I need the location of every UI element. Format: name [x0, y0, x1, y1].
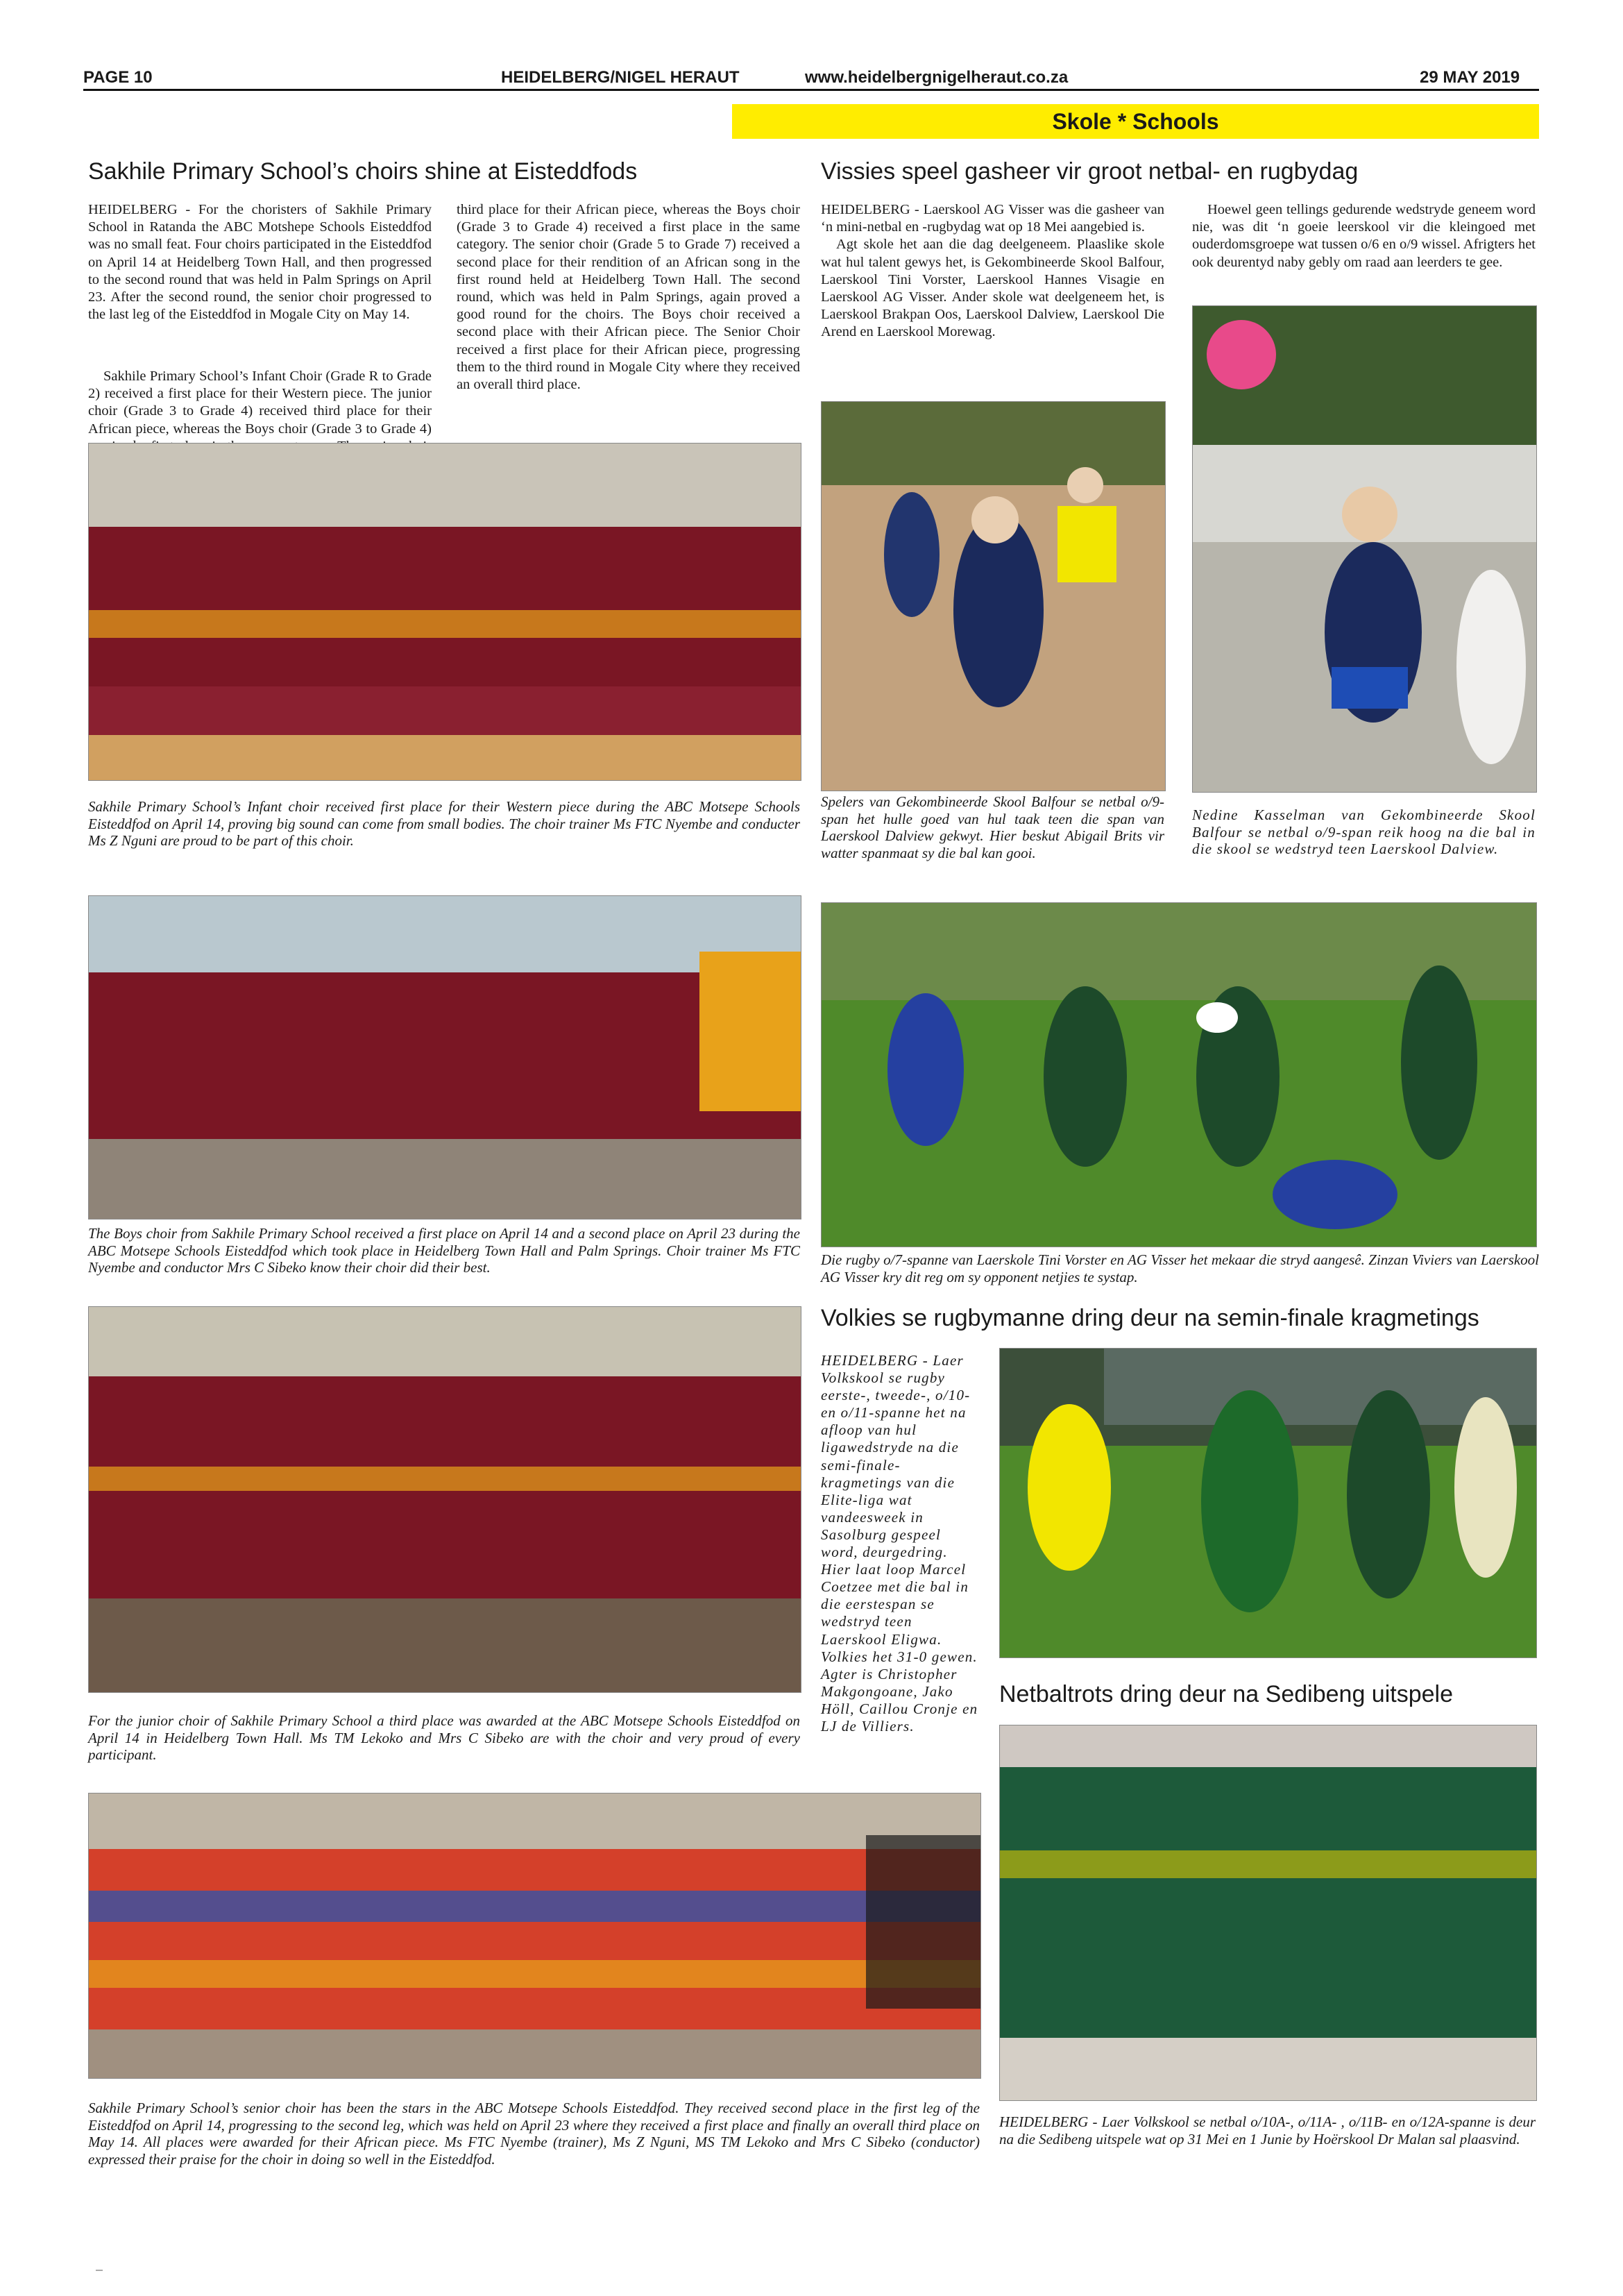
- photo-infant-choir: [88, 443, 801, 781]
- caption-boys-choir: The Boys choir from Sakhile Primary School received a first place on April 14 and a second place on April 23 during the ABC Motsepe Schools Eisteddfod which took place in Heidelberg Town Hall and Palm Springs. Choir trainer Ms FTC Nyembe and conductor Mrs C Sibeko know their choir did their best.: [88, 1225, 800, 1276]
- header-rule: [83, 89, 1539, 91]
- netball-headline: Vissies speel gasheer vir groot netbal- en rugbydag: [821, 158, 1359, 185]
- caption-junior-choir: For the junior choir of Sakhile Primary School a third place was awarded at the ABC Motsepe Schools Eisteddfod on April 14 in Heidelberg Town Hall. Ms TM Lekoko and Mrs C Sibeko are with the choir and very proud of every participant.: [88, 1712, 800, 1763]
- footer-mark: [96, 2270, 103, 2271]
- choirs-paragraph-1: HEIDELBERG - For the choristers of Sakhile Primary School in Ratanda the ABC Motshepe Schools Eisteddfod was no small feat. Four choirs participated in the Eisteddfod on April 14 at Heidelberg Town Hall, and then progressed to the second round that was held in Palm Springs on April 23. After the second round, the senior choir progressed to the last leg of the Eisteddfod in Mogale City on May 14.: [88, 202, 432, 323]
- photo-junior-choir: [88, 1306, 801, 1693]
- photo-senior-choir: [88, 1793, 981, 2079]
- section-title: Skole * Schools: [1052, 109, 1219, 134]
- netball-col-1: [821, 201, 1164, 341]
- volkies-headline: Volkies se rugbymanne dring deur na semin-finale kragmetings: [821, 1305, 1479, 1331]
- photo-netbaltrots: [999, 1725, 1537, 2101]
- choirs-paragraph-2: Sakhile Primary School’s Infant Choir (Grade R to Grade 2) received a first place for their Western piece. The junior choir (Grade 3 to Grade 4) received third place for their African piece, whereas the Boys choir (Grade 3 to Grade 4): [88, 369, 432, 437]
- caption-netball-1: Spelers van Gekombineerde Skool Balfour se netbal o/9-span het hulle goed van hul taak teen die span van Laerskool Dalview gekwyt. Hier beskut Abigail Brits vir watter spanmaat sy die bal kan gooi.: [821, 793, 1164, 861]
- caption-rugby-u7: Die rugby o/7-spanne van Laerskole Tini Vorster en AG Visser het mekaar die stryd aangesê. Zinzan Viviers van Laerskool AG Visser kry dit reg om sy opponent netjies te systap.: [821, 1251, 1539, 1285]
- photo-netball-reach: [1192, 305, 1537, 793]
- photo-boys-choir: [88, 895, 801, 1219]
- caption-senior-choir: Sakhile Primary School’s senior choir has been the stars in the ABC Motsepe Schools Eisteddfod. They received second place in the first leg of the Eisteddfod on April 14, progressing to the second leg, which was held on April 23 where they received a first place and finally an overall third place on May 14. All places were awarded for their African piece. Ms FTC Nyembe (trainer), Ms Z Nguni, MS TM Lekoko and Mrs C Sibeko (conductor) expressed their praise for the choir in doing so well in the Eisteddfod.: [88, 2100, 980, 2168]
- choirs-headline: Sakhile Primary School’s choirs shine at Eisteddfods: [88, 158, 638, 185]
- page-number: PAGE 10: [83, 68, 153, 87]
- netbaltrots-headline: Netbaltrots dring deur na Sedibeng uitspele: [999, 1681, 1453, 1707]
- netball-col-2: [1192, 201, 1536, 271]
- section-band: [732, 104, 1539, 139]
- paper-name: HEIDELBERG/NIGEL HERAUT: [501, 68, 740, 87]
- choirs-col-2: [457, 201, 800, 394]
- caption-infant-choir: Sakhile Primary School’s Infant choir received first place for their Western piece during the ABC Motsepe Schools Eisteddfod on April 14, proving big sound can come from small bodies. The choir trainer Ms FTC Nyembe and conducter Ms Z Nguni are proud to be part of this choir.: [88, 798, 800, 849]
- choirs-paragraph-2-cont: third place for their African piece, whereas the Boys choir (Grade 3 to Grade 4) received a first place in the same category. The senior choir (Grade 5 to Grade 7) received a second place for their rendition of an African song in the first round held at Heidelberg Town Hall. The second round, which was held in Palm Springs, again proved a good round for the choirs. The Boys choir received a second place with their African piece. The Senior Choir received a first place for their African piece, progressing them to the third round in Mogale City where they received an overall third place.: [457, 202, 800, 393]
- choirs-col-1b: [88, 368, 432, 437]
- photo-volkies-rugby: [999, 1348, 1537, 1658]
- netball-paragraph-2: Agt skole het aan die dag deelgeneem. Plaaslike skole wat hul talent gewys het, is Gekombineerde Skool Balfour, Laerskool Tini Vorster, Laerskool Hannes Visagie en Laerskool AG Visser. Ander skole wat deelgeneem het, is Laerskool Brakpan Oos, Laerskool Dalview, Laerskool Die Arend en Laerskool Morewag.: [821, 237, 1164, 340]
- netball-paragraph-1: HEIDELBERG - Laerskool AG Visser was die gasheer van ‘n mini-netbal en -rugbydag wat op 18 Mei aangebied is.: [821, 202, 1164, 235]
- issue-date: 29 MAY 2019: [1420, 68, 1520, 87]
- caption-netbaltrots: HEIDELBERG - Laer Volkskool se netbal o/10A-, o/11A- , o/11B- en o/12A-spanne is deur na die Sedibeng uitspele wat op 31 Mei en 1 Junie by Hoërskool Dr Malan sal plaasvind.: [999, 2113, 1536, 2147]
- netball-paragraph-3: Hoewel geen tellings gedurende wedstryde geneem word nie, was dit ‘n goeie leerskool vir die kleingoed met ouderdomsgroepe wat tussen o/6 en o/9 wissel. Afrigters het ook deurentyd naby gebly om raad aan leerders te gee.: [1192, 202, 1536, 270]
- caption-netball-2: Nedine Kasselman van Gekombineerde Skool Balfour se netbal o/9-span reik hoog na die bal in die skool se wedstryd teen Laerskool Dalview.: [1192, 807, 1536, 857]
- photo-rugby-u7: [821, 902, 1537, 1247]
- paper-url[interactable]: www.heidelbergnigelheraut.co.za: [805, 68, 1069, 87]
- choirs-col-1: [88, 201, 432, 323]
- photo-netball-guard: [821, 401, 1166, 791]
- volkies-text: HEIDELBERG - Laer Volkskool se rugby eerste-, tweede-, o/10- en o/11-spanne het na afloop van hul ligawedstryde na die semi-finale-kragmetings van die Elite-liga wat vandeesweek in Sasolburg gespeel word, deurgedring. Hier laat loop Marcel Coetzee met die bal in die eerstespan se wedstryd teen Laerskool Eligwa. Volkies het 31-0 gewen. Agter is Christopher Makgongoane, Jako Höll, Caillou Cronje en LJ de Villiers.: [821, 1352, 978, 1734]
